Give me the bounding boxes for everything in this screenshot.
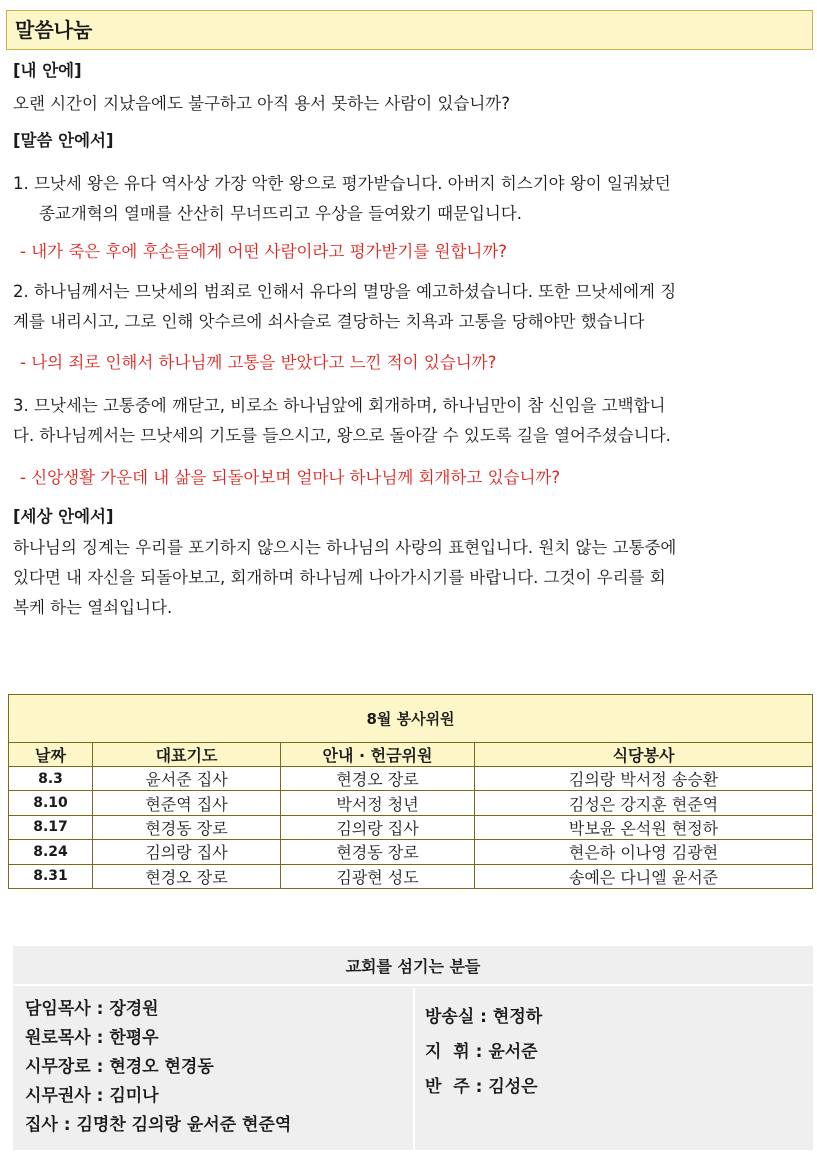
staff-right-column [425,1000,542,1105]
word-item-1-line-2: 종교개혁의 열매를 산산히 무너뜨리고 우상을 들여왔기 때문입니다. [39,204,523,223]
cell-kitchen: 김의랑 박서정 송승환 [475,767,813,791]
cell-usher: 박서정 청년 [281,791,475,815]
cell-usher: 김광현 성도 [281,864,475,888]
in-world-line-1: 하나님의 징계는 우리를 포기하지 않으시는 하나님의 사랑의 표현입니다. 원치 않는 고통중에 [13,538,677,557]
table-row [9,864,813,888]
section-heading-in-word: [말씀 안에서] [13,131,114,150]
cell-usher: 김의랑 집사 [281,815,475,839]
cell-usher: 현경오 장로 [281,767,475,791]
staff-entry: 시무장로 : 현경오 현경동 [25,1057,214,1077]
cell-date: 8.3 [9,767,93,791]
table-row [9,767,813,791]
in-world-line-2: 있다면 내 자신을 되돌아보고, 회개하며 하나님께 나아가시기를 바랍니다. 그것이 우리를 회 [13,568,666,587]
cell-prayer: 김의랑 집사 [93,840,281,864]
word-item-2-line-2: 계를 내리시고, 그로 인해 앗수르에 쇠사슬로 결당하는 치욕과 고통을 당해야만 했습니다 [13,312,645,331]
section-heading-inside-me: [내 안에] [13,61,82,80]
column-header-date: 날짜 [9,743,93,767]
table-row [9,840,813,864]
cell-prayer: 윤서준 집사 [93,767,281,791]
word-item-3-question: - 신앙생활 가운데 내 삶을 되돌아보며 얼마나 하나님께 회개하고 있습니까? [20,468,561,487]
staff-entry: 시무권사 : 김미나 [25,1086,159,1106]
table-row [9,815,813,839]
cell-prayer: 현경동 장로 [93,815,281,839]
cell-prayer: 현경오 장로 [93,864,281,888]
word-item-1-question: - 내가 죽은 후에 후손들에게 어떤 사람이라고 평가받기를 원합니까? [20,242,508,261]
cell-kitchen: 김성은 강지훈 현준역 [475,791,813,815]
section-heading-in-world: [세상 안에서] [13,507,114,526]
staff-title: 교회를 섬기는 분들 [13,946,813,986]
staff-entry: 지 휘 : 윤서준 [425,1042,538,1062]
page-title: 말씀나눔 [6,10,813,50]
staff-entry: 집사 : 김명찬 김의랑 윤서준 현준역 [25,1115,292,1135]
cell-kitchen: 박보윤 온석원 현정하 [475,815,813,839]
inside-me-question: 오랜 시간이 지났음에도 불구하고 아직 용서 못하는 사람이 있습니까? [13,94,511,113]
cell-date: 8.17 [9,815,93,839]
staff-entry: 방송실 : 현정하 [425,1007,543,1027]
cell-kitchen: 송예은 다니엘 윤서준 [475,864,813,888]
cell-prayer: 현준역 집사 [93,791,281,815]
column-header-kitchen: 식당봉사 [475,743,813,767]
cell-date: 8.10 [9,791,93,815]
word-item-3-line-2: 다. 하나님께서는 므낫세의 기도를 들으시고, 왕으로 돌아갈 수 있도록 길을 열어주셨습니다. [13,426,671,445]
cell-usher: 현경동 장로 [281,840,475,864]
cell-date: 8.31 [9,864,93,888]
in-world-line-3: 복케 하는 열쇠입니다. [13,598,173,617]
service-table [8,694,813,889]
staff-divider [413,988,415,1150]
staff-entry: 원로목사 : 한평우 [25,1028,159,1048]
service-table-caption: 8월 봉사위원 [9,695,813,743]
staff-entry: 담임목사 : 장경원 [25,999,159,1019]
column-header-usher: 안내 · 헌금위원 [281,743,475,767]
word-item-1-line-1: 1. 므낫세 왕은 유다 역사상 가장 악한 왕으로 평가받습니다. 아버지 히스기야 왕이 일궈놨던 [13,174,671,193]
table-row [9,791,813,815]
column-header-prayer: 대표기도 [93,743,281,767]
cell-kitchen: 현은하 이나영 김광현 [475,840,813,864]
word-item-2-question: - 나의 죄로 인해서 하나님께 고통을 받았다고 느낀 적이 있습니까? [20,353,497,372]
cell-date: 8.24 [9,840,93,864]
staff-box [13,946,813,1150]
staff-left-column [25,995,291,1140]
staff-entry: 반 주 : 김성은 [425,1077,538,1097]
word-item-2-line-1: 2. 하나님께서는 므낫세의 범죄로 인해서 유다의 멸망을 예고하셨습니다. 또한 므낫세에게 징 [13,282,677,301]
word-item-3-line-1: 3. 므낫세는 고통중에 깨닫고, 비로소 하나님앞에 회개하며, 하나님만이 참 신임을 고백합니 [13,396,666,415]
